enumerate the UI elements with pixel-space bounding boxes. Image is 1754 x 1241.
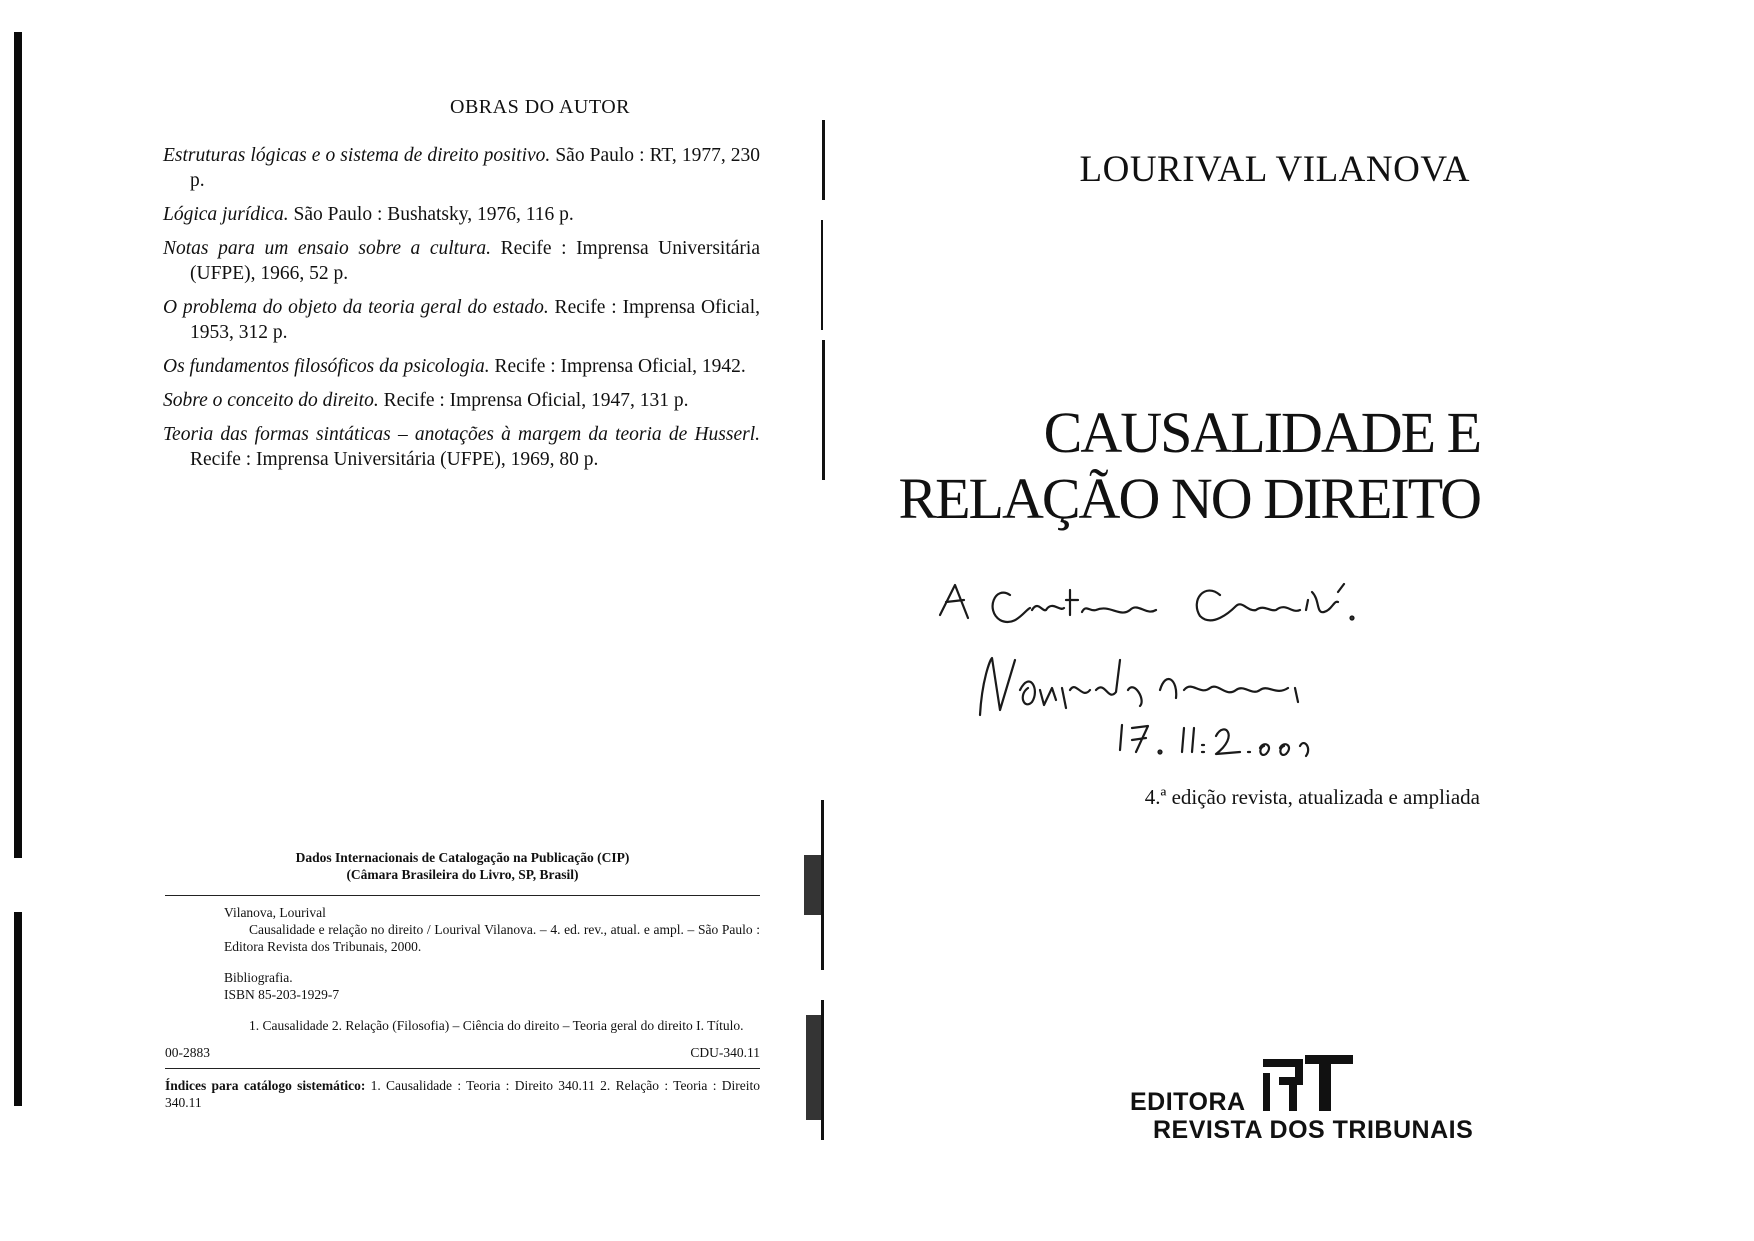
work-item <box>163 388 760 413</box>
scan-edge-bar-top <box>14 32 22 858</box>
work-details: Recife : Imprensa Universitária (UFPE), 1966, 52 p. <box>190 238 760 284</box>
work-title: Estruturas lógicas e o sistema de direito positivo. <box>163 145 551 166</box>
cip-header <box>165 849 760 883</box>
work-item <box>163 143 760 193</box>
works-list <box>163 143 760 481</box>
cip-author-entry: Vilanova, Lourival <box>224 905 326 920</box>
publisher-logo <box>1130 1050 1500 1150</box>
work-item <box>163 295 760 345</box>
work-item <box>163 354 760 379</box>
publisher-line2: REVISTA DOS TRIBUNAIS <box>1153 1116 1474 1144</box>
cip-index <box>165 1077 760 1111</box>
rt-logo-mark <box>1263 1055 1353 1111</box>
cip-catalog-card <box>165 896 760 1061</box>
work-title: Sobre o conceito do direito. <box>163 390 379 411</box>
gutter-blot-2 <box>806 1015 822 1120</box>
scan-edge-bar-bottom <box>14 912 22 1106</box>
work-item <box>163 236 760 286</box>
cip-description: Causalidade e relação no direito / Lourival Vilanova. – 4. ed. rev., atual. e ampl. – São Paulo : Editora Revista dos Tribunais, 2000. <box>224 922 760 954</box>
work-title: Teoria das formas sintáticas – anotações à margem da teoria de Husserl. <box>163 424 760 445</box>
work-item <box>163 202 760 227</box>
gutter-line-1 <box>822 120 825 200</box>
work-details: São Paulo : RT, 1977, 230 p. <box>190 145 760 191</box>
work-details: São Paulo : Bushatsky, 1976, 116 p. <box>288 204 574 225</box>
work-title: Os fundamentos filosóficos da psicologia. <box>163 356 490 377</box>
cip-index-label: Índices para catálogo sistemático: <box>165 1078 366 1093</box>
book-title <box>880 400 1480 532</box>
edition-statement: 4.ª edição revista, atualizada e ampliada <box>1144 785 1480 809</box>
work-title: Notas para um ensaio sobre a cultura. <box>163 238 492 259</box>
cip-divider-bottom <box>165 1068 760 1069</box>
gutter-blot-1 <box>804 855 822 915</box>
work-title: Lógica jurídica. <box>163 204 289 225</box>
cip-number: 00-2883 <box>165 1045 210 1060</box>
cip-header-line2: (Câmara Brasileira do Livro, SP, Brasil) <box>346 867 579 882</box>
gutter-line-3 <box>822 340 825 480</box>
gutter-line-2 <box>821 220 823 330</box>
cip-catalog-block <box>165 849 760 1111</box>
publisher-line1: EDITORA <box>1130 1088 1246 1116</box>
cip-header-line1: Dados Internacionais de Catalogação na Publicação (CIP) <box>295 850 630 865</box>
cip-subjects: 1. Causalidade 2. Relação (Filosofia) – Ciência do direito – Teoria geral do direito I. Título. <box>249 1018 744 1033</box>
cip-isbn: ISBN 85-203-1929-7 <box>224 987 340 1002</box>
work-details: Recife : Imprensa Oficial, 1942. <box>489 356 746 377</box>
handwritten-dedication <box>920 540 1520 790</box>
author-name: LOURIVAL VILANOVA <box>1079 149 1470 190</box>
work-title: O problema do objeto da teoria geral do estado. <box>163 297 549 318</box>
cip-index-text: 1. Causalidade : Teoria : Direito 340.11 2. Relação : Teoria : Direito 340.11 <box>165 1078 760 1110</box>
work-item <box>163 422 760 472</box>
gutter-line-5 <box>821 1000 824 1140</box>
cip-cdu: CDU-340.11 <box>690 1045 760 1060</box>
work-details: Recife : Imprensa Oficial, 1953, 312 p. <box>190 297 760 343</box>
cip-bibliography: Bibliografia. <box>224 970 293 985</box>
book-title-line2: RELAÇÃO NO DIREITO <box>898 466 1480 531</box>
work-details: Recife : Imprensa Universitária (UFPE), 1969, 80 p. <box>190 449 599 470</box>
cip-number-row <box>165 1044 760 1061</box>
book-title-line1: CAUSALIDADE E <box>1043 400 1480 465</box>
works-heading: OBRAS DO AUTOR <box>450 96 630 118</box>
work-details: Recife : Imprensa Oficial, 1947, 131 p. <box>378 390 689 411</box>
